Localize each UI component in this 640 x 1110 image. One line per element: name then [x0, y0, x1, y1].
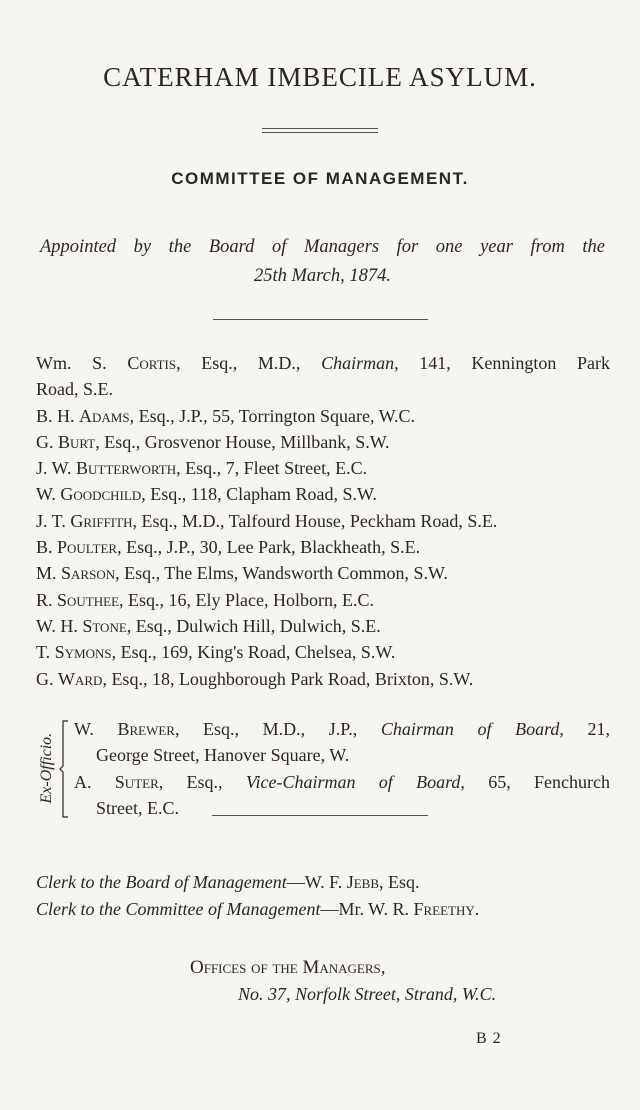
rule-divider	[212, 815, 428, 816]
member-initials: J. W.	[36, 458, 72, 479]
member-details: , Esq., 16, Ely Place, Holborn, E.C.	[119, 589, 374, 610]
clerk-suffix: .	[474, 899, 480, 919]
member-details: , Esq., 169, King's Road, Chelsea, S.W.	[111, 642, 396, 663]
brace-mark	[59, 720, 69, 818]
member-initials: R.	[36, 589, 53, 610]
member-entry	[36, 560, 610, 586]
clerk-prefix: —W. F.	[286, 872, 347, 892]
ex-officio-entry	[74, 716, 610, 742]
member-surname: Suter	[114, 771, 159, 792]
member-entry	[36, 639, 610, 665]
member-surname: Adams	[79, 405, 130, 426]
member-initials: B.	[36, 537, 53, 558]
member-surname: Sarson	[61, 563, 116, 584]
ex-officio-entry-continuation: George Street, Hanover Square, W.	[96, 745, 350, 766]
signature-mark: B 2	[476, 1030, 502, 1047]
member-details: , Esq., J.P., 55, Torrington Square, W.C.	[129, 405, 416, 426]
member-initials: W.	[36, 484, 56, 505]
member-surname: Burt	[58, 431, 96, 452]
member-surname: Southee	[57, 589, 120, 610]
member-entry	[36, 403, 610, 429]
appointment-line-1: Appointed by the Board of Managers for one year from the	[40, 237, 605, 257]
clerk-role: Clerk to the Committee of Management	[36, 899, 321, 919]
member-initials: B. H.	[36, 405, 75, 426]
member-initials: W.	[74, 719, 94, 739]
member-details: , Esq., The Elms, Wandsworth Common, S.W.	[115, 563, 448, 584]
clerks-list	[36, 869, 610, 923]
member-details: , Esq.,	[158, 771, 246, 792]
member-initials: G.	[36, 668, 54, 689]
section-heading: COMMITTEE OF MANAGEMENT.	[171, 169, 469, 188]
member-entry	[36, 429, 610, 455]
member-details: , Esq., M.D., Talfourd House, Peckham Road, S.E.	[132, 510, 498, 531]
member-role: Chairman of Board	[380, 719, 560, 739]
member-surname: Griffith	[70, 510, 133, 531]
member-surname: Butterworth	[76, 458, 177, 479]
member-address: , 141, Kennington Park	[394, 353, 611, 373]
member-details: , Esq., 118, Clapham Road, S.W.	[141, 484, 377, 505]
member-initials: Wm. S.	[36, 353, 107, 373]
clerk-entry	[36, 869, 610, 896]
member-entry	[36, 481, 610, 507]
member-details: , Esq., 7, Fleet Street, E.C.	[176, 458, 368, 479]
member-surname: Poulter	[57, 537, 118, 558]
rule-divider	[213, 319, 428, 320]
member-role: Chairman	[321, 353, 395, 373]
clerk-prefix: —Mr. W. R.	[320, 899, 414, 919]
member-initials: A.	[74, 771, 92, 792]
double-rule-divider	[262, 128, 378, 133]
member-role: Vice-Chairman of Board	[245, 771, 461, 792]
member-initials: J. T.	[36, 510, 66, 531]
clerk-suffix: , Esq.	[379, 872, 420, 892]
member-details: , Esq., J.P., 30, Lee Park, Blackheath, S.E.	[117, 537, 421, 558]
member-entry	[36, 587, 610, 613]
member-entry	[36, 666, 610, 692]
appointment-line-2: 25th March, 1874.	[253, 266, 392, 286]
page-title: CATERHAM IMBECILE ASYLUM.	[103, 62, 537, 92]
member-address: , 65, Fenchurch	[460, 771, 610, 792]
member-details: , Esq., Dulwich Hill, Dulwich, S.E.	[126, 615, 381, 636]
member-surname: Stone	[82, 615, 127, 636]
member-surname: Brewer	[117, 719, 175, 739]
clerk-role: Clerk to the Board of Management	[36, 872, 287, 892]
offices-address: No. 37, Norfolk Street, Strand, W.C.	[238, 984, 497, 1004]
member-details: , Esq., 18, Loughborough Park Road, Brixton, S.W.	[102, 668, 474, 689]
ex-officio-entries	[74, 716, 610, 821]
member-surname: Symons	[54, 642, 112, 663]
member-details: , Esq., M.D.,	[176, 353, 322, 373]
members-list	[36, 350, 610, 692]
member-entry-continuation: Road, S.E.	[36, 379, 114, 400]
clerk-surname: Jebb	[346, 872, 379, 892]
member-initials: W. H.	[36, 615, 78, 636]
offices-block	[190, 955, 496, 1007]
member-entry	[36, 350, 610, 376]
member-details: , Esq., M.D., J.P.,	[174, 719, 381, 739]
clerk-surname: Freethy	[413, 899, 475, 919]
member-entry	[36, 508, 610, 534]
ex-officio-label: Ex-Officio.	[37, 733, 55, 804]
member-details: , Esq., Grosvenor House, Millbank, S.W.	[95, 431, 390, 452]
ex-officio-entry	[74, 769, 610, 795]
member-initials: G.	[36, 431, 54, 452]
member-surname: Goodchild	[60, 484, 142, 505]
member-entry	[36, 534, 610, 560]
member-entry	[36, 613, 610, 639]
member-initials: T.	[36, 642, 51, 663]
member-entry	[36, 455, 610, 481]
offices-heading: Offices of the Managers,	[190, 957, 386, 978]
ex-officio-entry-continuation: Street, E.C.	[96, 797, 179, 818]
member-surname: Ward	[58, 668, 103, 689]
appointment-note	[40, 233, 605, 291]
member-initials: M.	[36, 563, 57, 584]
clerk-entry	[36, 896, 610, 923]
member-address: , 21,	[559, 719, 611, 739]
member-surname: Cortis	[127, 353, 177, 373]
